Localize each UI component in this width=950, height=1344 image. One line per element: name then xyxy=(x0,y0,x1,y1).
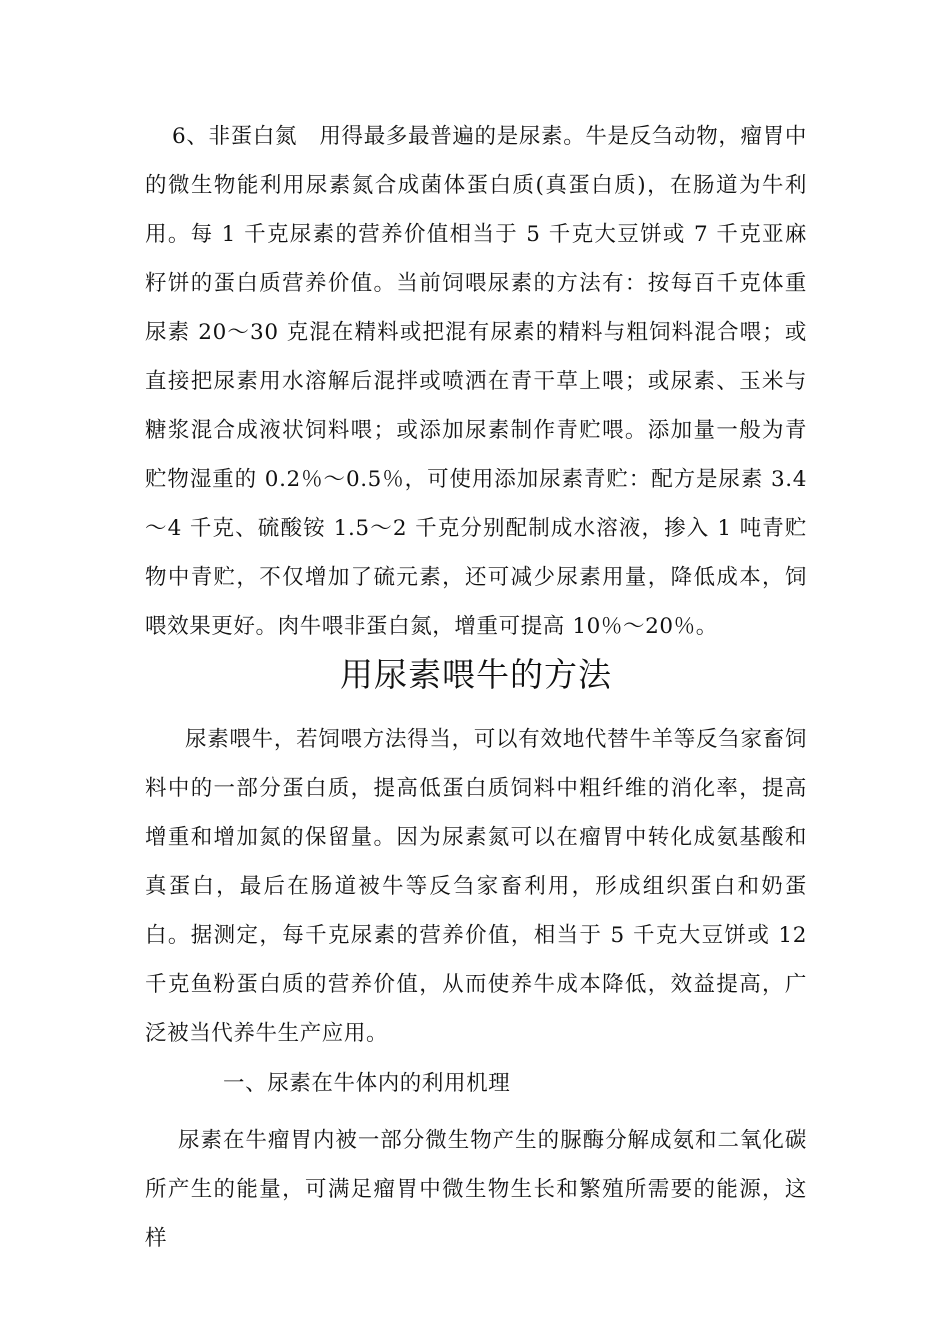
intro-paragraph: 尿素喂牛，若饲喂方法得当，可以有效地代替牛羊等反刍家畜饲料中的一部分蛋白质，提高低蛋白质饲料中粗纤维的消化率，提高增重和增加氮的保留量。因为尿素氮可以在瘤胃中转化成氨基酸和真蛋白，最后在肠道被牛等反刍家畜利用，形成组织蛋白和奶蛋白。据测定，每千克尿素的营养价值，相当于 5 千克大豆饼或 12 千克鱼粉蛋白质的营养价值，从而使养牛成本降低，效益提高，广泛被当代养牛生产应用。 xyxy=(145,727,807,1046)
section-1-heading: 一、尿素在牛体内的利用机理 xyxy=(223,1071,511,1096)
section-6-paragraph: 6、非蛋白氮 用得最多最普遍的是尿素。牛是反刍动物，瘤胃中的微生物能利用尿素氮合成菌体蛋白质(真蛋白质)，在肠道为牛利用。每 1 千克尿素的营养价值相当于 5 千克大豆饼或 7 千克亚麻籽饼的蛋白质营养价值。当前饲喂尿素的方法有：按每百千克体重尿素 20～30 克混在精料或把混有尿素的精料与粗饲料混合喂；或直接把尿素用水溶解后混拌或喷洒在青干草上喂；或尿素、玉米与糖浆混合成液状饲料喂；或添加尿素制作青贮喂。添加量一般为青贮物湿重的 0.2％～0.5％，可使用添加尿素青贮：配方是尿素 3.4～4 千克、硫酸铵 1.5～2 千克分别配制成水溶液，掺入 1 吨青贮物中青贮，不仅增加了硫元素，还可减少尿素用量，降低成本，饲喂效果更好。肉牛喂非蛋白氮，增重可提高 10％～20％。 xyxy=(145,124,807,639)
section-1-paragraph: 尿素在牛瘤胃内被一部分微生物产生的脲酶分解成氨和二氧化碳所产生的能量，可满足瘤胃中微生物生长和繁殖所需要的能源，这样 xyxy=(145,1128,807,1251)
article-title: 用尿素喂牛的方法 xyxy=(340,655,612,694)
